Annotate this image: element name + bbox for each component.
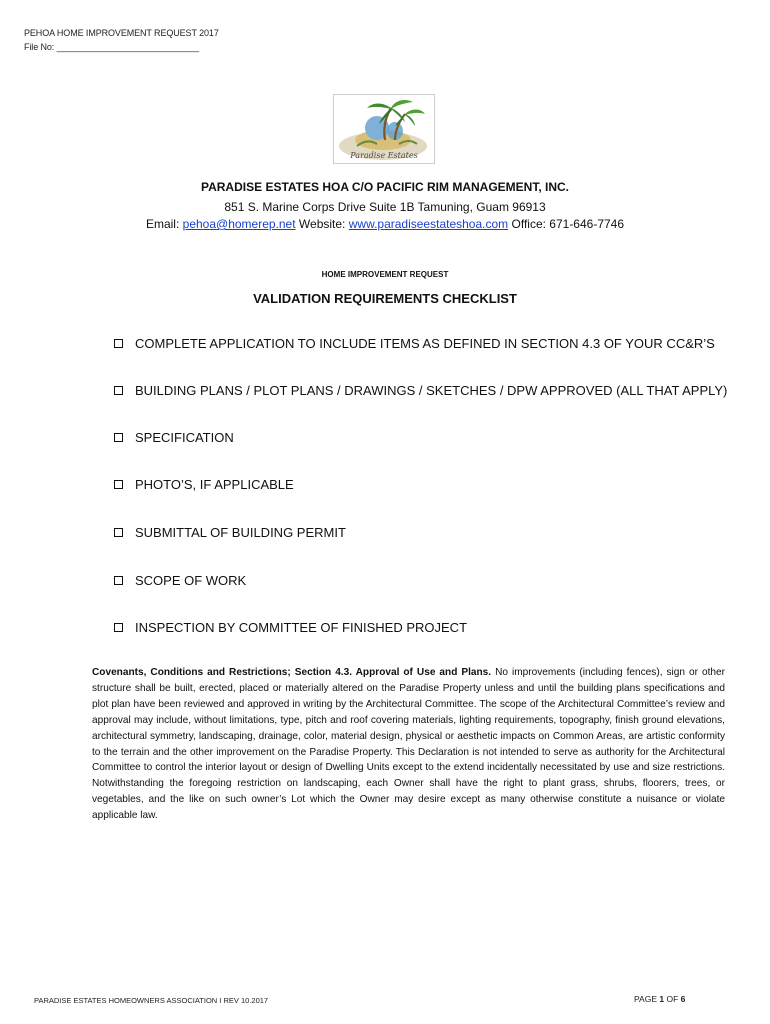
organization-name: PARADISE ESTATES HOA C/O PACIFIC RIM MANAGEMENT, INC. [200, 180, 569, 194]
checklist-item-label: SPECIFICATION [135, 430, 234, 445]
website-link[interactable]: www.paradiseestateshoa.com [348, 217, 509, 231]
checklist-item-inspection[interactable] [114, 620, 467, 635]
page-current: 1 [659, 994, 665, 1004]
checklist-item-label: COMPLETE APPLICATION TO INCLUDE ITEMS AS DEFINED IN SECTION 4.3 OF YOUR CC&R’S [135, 336, 715, 351]
page-of: OF [666, 994, 679, 1004]
checkbox[interactable] [114, 480, 123, 489]
organization-contact [0, 217, 770, 231]
checkbox[interactable] [114, 433, 123, 442]
checklist-item-scope-of-work[interactable] [114, 573, 246, 588]
covenant-paragraph [92, 665, 725, 824]
paradise-estates-logo [333, 94, 435, 164]
checklist-item-label: BUILDING PLANS / PLOT PLANS / DRAWINGS / SKETCHES / DPW APPROVED (ALL THAT APPLY) [135, 383, 728, 398]
office-phone: Office: 671-646-7746 [511, 217, 625, 231]
form-subtitle: HOME IMPROVEMENT REQUEST [321, 270, 449, 279]
website-label: Website: [298, 217, 346, 231]
checklist-item-label: SUBMITTAL OF BUILDING PERMIT [135, 525, 346, 540]
page-label: PAGE [634, 994, 657, 1004]
covenant-body: No improvements (including fences), sign or other structure shall be built, erected, placed or materially altered on the Paradise Property unless and until the building plans specifications and plot plan have been reviewed and approved in writing by the Architectural Committee. The scope of the Architectural Committee’s review and approval may include, without limitations, type, pitch and roof covering materials, lighting requirements, topography, finish ground elevations, architectural symmetry, landscaping, drainage, color, material design, physical or aesthetic impacts on Common Areas, are artistic conformity to the terrain and the other improvement on the Paradise Property. This Declaration is not intended to serve as authority for the Architectural Committee to control the interior layout or design of Dwelling Units except to the extend incidentally necessitated by use and size restrictions. Notwithstanding the foregoing restriction on landscaping, each Owner shall have the right to plant grass, shrubs, floorers, trees, or vegetables, and the like on such owner’s Lot which the Owner may desire except as many otherwise constitute a nuisance or violate applicable law. [92, 667, 725, 822]
checklist-item-specification[interactable] [114, 430, 234, 445]
checkbox[interactable] [114, 386, 123, 395]
covenant-heading: Covenants, Conditions and Restrictions; Section 4.3. Approval of Use and Plans. [92, 667, 492, 678]
checklist-item-building-permit[interactable] [114, 525, 346, 540]
checklist-item-application[interactable] [114, 336, 715, 351]
checklist-item-building-plans[interactable] [114, 383, 727, 398]
checkbox[interactable] [114, 528, 123, 537]
checkbox[interactable] [114, 576, 123, 585]
checkbox[interactable] [114, 339, 123, 348]
checklist-item-label: INSPECTION BY COMMITTEE OF FINISHED PROJECT [135, 620, 468, 635]
file-number-field: File No: _____________________________ [24, 42, 199, 52]
form-title: VALIDATION REQUIREMENTS CHECKLIST [253, 291, 517, 306]
email-link[interactable]: pehoa@homerep.net [182, 217, 296, 231]
organization-address: 851 S. Marine Corps Drive Suite 1B Tamuning, Guam 96913 [224, 200, 546, 214]
checklist-item-label: PHOTO’S, IF APPLICABLE [135, 477, 294, 492]
checklist-item-label: SCOPE OF WORK [135, 573, 247, 588]
header-title: PEHOA HOME IMPROVEMENT REQUEST 2017 [24, 28, 219, 38]
logo-caption: Paradise Estates [350, 151, 418, 160]
footer-association: PARADISE ESTATES HOMEOWNERS ASSOCIATION I REV 10.2017 [34, 996, 269, 1005]
checkbox[interactable] [114, 623, 123, 632]
checklist-item-photos[interactable] [114, 477, 294, 492]
page-number [634, 994, 685, 1004]
page-total: 6 [680, 994, 686, 1004]
email-label: Email: [145, 217, 180, 231]
